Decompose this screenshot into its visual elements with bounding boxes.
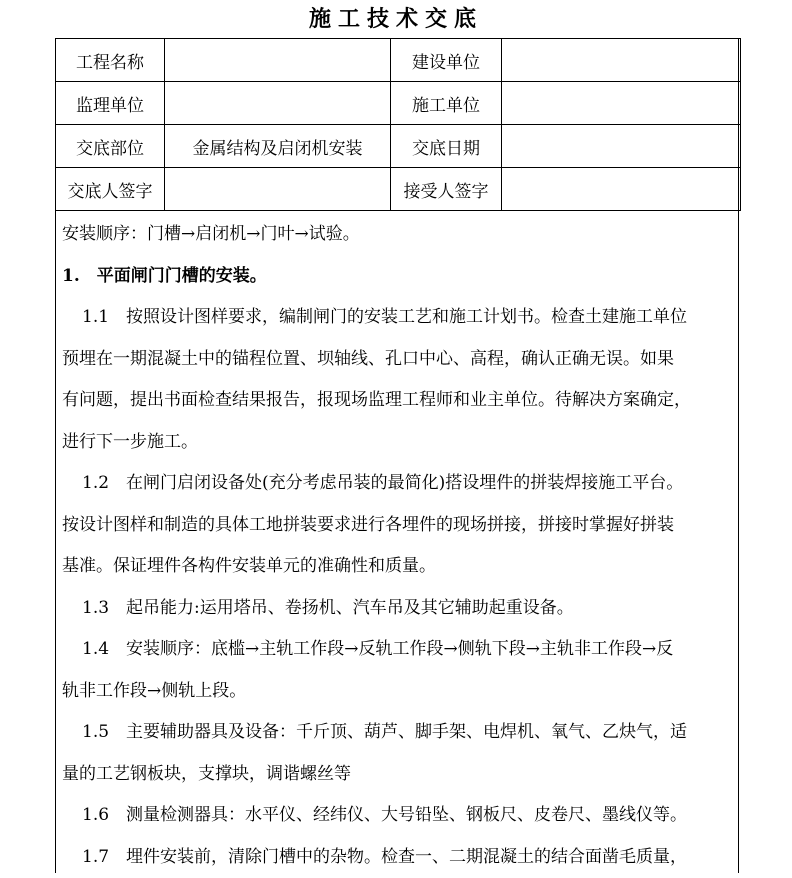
item-text-line: 基准。保证埋件各构件安装单元的准确性和质量。 <box>62 546 738 588</box>
label-supervision-unit: 监理单位 <box>56 82 165 125</box>
section-heading: 1. 平面闸门门槽的安装。 <box>56 256 740 298</box>
header-info-table <box>55 38 741 211</box>
item-text-line: 量的工艺钢板块，支撑块，调谐螺丝等 <box>62 754 738 796</box>
label-project-name: 工程名称 <box>56 39 165 82</box>
label-disclosure-date: 交底日期 <box>391 125 502 168</box>
item-number: 1.7 <box>62 837 126 878</box>
item-text-line: 进行下一步施工。 <box>62 422 738 464</box>
item-number: 1.3 <box>62 588 126 630</box>
item-text-line: 按照设计图样要求，编制闸门的安装工艺和施工计划书。检查土建施工单位 <box>126 307 687 327</box>
label-discloser-signature: 交底人签字 <box>56 168 165 211</box>
list-item <box>56 795 740 837</box>
table-row <box>56 39 741 82</box>
item-text-line: 有问题，提出书面检查结果报告，报现场监理工程师和业主单位。待解决方案确定， <box>62 380 738 422</box>
receiver-signature-field[interactable] <box>502 168 741 211</box>
item-text-line: 轨非工作段→侧轨上段。 <box>62 671 738 713</box>
table-row <box>56 125 741 168</box>
label-receiver-signature: 接受人签字 <box>391 168 502 211</box>
item-number: 1.5 <box>62 712 126 754</box>
item-text-line: 起吊能力:运用塔吊、卷扬机、汽车吊及其它辅助起重设备。 <box>126 598 574 618</box>
list-item <box>56 297 740 463</box>
table-row <box>56 168 741 211</box>
item-text-line: 在闸门启闭设备处(充分考虑吊装的最简化)搭设埋件的拼装焊接施工平台。 <box>126 473 683 493</box>
table-row <box>56 82 741 125</box>
disclosure-date-field[interactable] <box>502 125 741 168</box>
list-item <box>56 629 740 712</box>
item-text-line: 预埋在一期混凝土中的锚程位置、坝轴线、孔口中心、高程，确认正确无误。如果 <box>62 339 738 381</box>
list-item <box>56 588 740 630</box>
item-text-line: 埋件安装前，清除门槽中的杂物。检查一、二期混凝土的结合面凿毛质量， <box>126 847 687 867</box>
list-item <box>56 463 740 588</box>
item-text-line: 按设计图样和制造的具体工地拼装要求进行各埋件的现场拼接，拼接时掌握好拼装 <box>62 505 738 547</box>
label-contractor-unit: 施工单位 <box>391 82 502 125</box>
list-item <box>56 837 740 878</box>
item-number: 1.4 <box>62 629 126 671</box>
item-number: 1.1 <box>62 297 126 339</box>
construction-unit-field[interactable] <box>502 39 741 82</box>
item-text-line: 测量检测器具：水平仪、经纬仪、大号铅坠、钢板尺、皮卷尺、墨线仪等。 <box>126 805 687 825</box>
disclosure-part-field[interactable]: 金属结构及启闭机安装 <box>165 125 391 168</box>
item-number: 1.2 <box>62 463 126 505</box>
document-title: 施工技术交底 <box>0 0 792 38</box>
disclosure-content <box>56 214 740 878</box>
item-text-line: 主要辅助器具及设备：千斤顶、葫芦、脚手架、电焊机、氧气、乙炔气，适 <box>126 722 687 742</box>
installation-sequence-intro: 安装顺序：门槽→启闭机→门叶→试验。 <box>56 214 740 256</box>
contractor-unit-field[interactable] <box>502 82 741 125</box>
discloser-signature-field[interactable] <box>165 168 391 211</box>
label-construction-unit: 建设单位 <box>391 39 502 82</box>
item-number: 1.6 <box>62 795 126 837</box>
label-disclosure-part: 交底部位 <box>56 125 165 168</box>
item-text-line: 安装顺序：底槛→主轨工作段→反轨工作段→侧轨下段→主轨非工作段→反 <box>126 639 673 659</box>
supervision-unit-field[interactable] <box>165 82 391 125</box>
project-name-field[interactable] <box>165 39 391 82</box>
list-item <box>56 712 740 795</box>
